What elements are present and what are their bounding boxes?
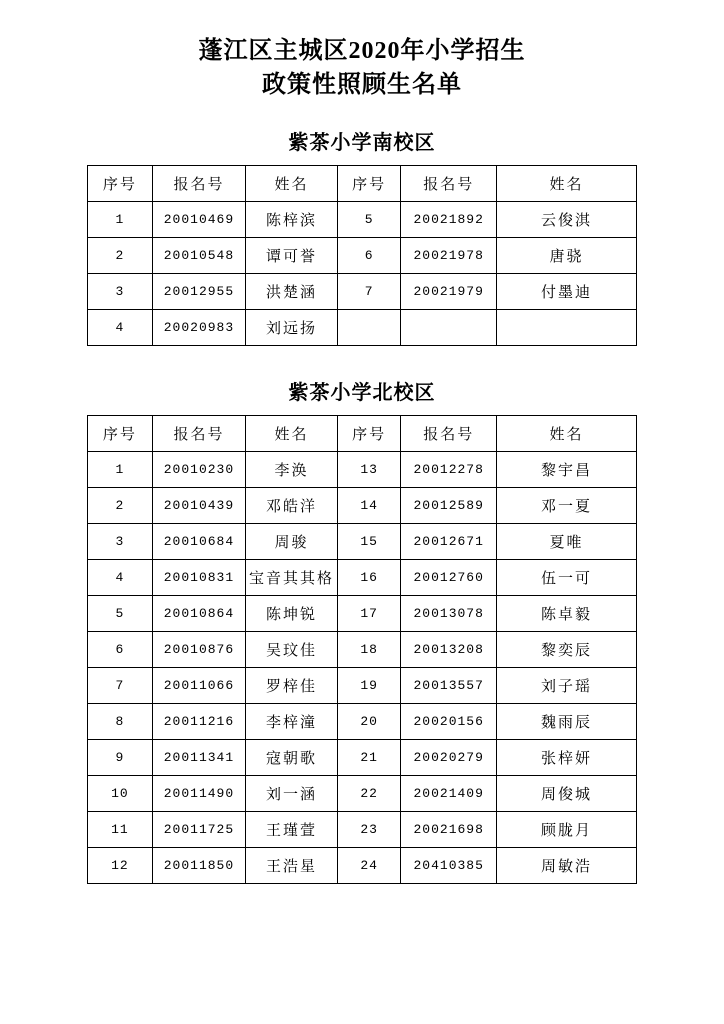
cell: 李梓潼	[246, 704, 338, 740]
cell: 唐骁	[496, 238, 636, 274]
cell: 20010230	[152, 452, 245, 488]
cell: 20011216	[152, 704, 245, 740]
cell: 20012760	[401, 560, 497, 596]
cell: 付墨迪	[496, 274, 636, 310]
column-header: 姓名	[246, 166, 338, 202]
cell: 刘一涵	[246, 776, 338, 812]
cell: 20021979	[401, 274, 497, 310]
cell: 2	[88, 238, 153, 274]
column-header: 报名号	[401, 416, 497, 452]
cell: 10	[88, 776, 153, 812]
cell: 16	[337, 560, 401, 596]
cell: 20012278	[401, 452, 497, 488]
cell: 李涣	[246, 452, 338, 488]
cell: 20012671	[401, 524, 497, 560]
cell: 刘远扬	[246, 310, 338, 346]
cell: 王浩星	[246, 848, 338, 884]
cell: 20013078	[401, 596, 497, 632]
cell: 6	[337, 238, 401, 274]
roster-table-body	[88, 416, 637, 884]
table-row	[88, 776, 637, 812]
cell: 20010864	[152, 596, 245, 632]
cell: 20010548	[152, 238, 245, 274]
cell: 20011341	[152, 740, 245, 776]
cell: 陈卓毅	[496, 596, 636, 632]
cell: 罗梓佳	[246, 668, 338, 704]
page-title-line2: 政策性照顾生名单	[262, 72, 462, 98]
cell: 21	[337, 740, 401, 776]
cell: 洪楚涵	[246, 274, 338, 310]
section-heading-north-campus: 紫茶小学北校区	[288, 382, 436, 404]
cell: 1	[88, 452, 153, 488]
cell: 伍一可	[496, 560, 636, 596]
cell: 5	[88, 596, 153, 632]
cell: 邓皓洋	[246, 488, 338, 524]
column-header: 报名号	[401, 166, 497, 202]
column-header: 姓名	[496, 416, 636, 452]
cell: 黎宇昌	[496, 452, 636, 488]
column-header: 序号	[337, 416, 401, 452]
cell: 12	[88, 848, 153, 884]
cell: 4	[88, 310, 153, 346]
cell: 陈梓滨	[246, 202, 338, 238]
cell: 1	[88, 202, 153, 238]
table-row	[88, 632, 637, 668]
roster-table-body	[88, 166, 637, 346]
cell: 20010831	[152, 560, 245, 596]
cell: 20021978	[401, 238, 497, 274]
cell: 20011725	[152, 812, 245, 848]
column-header: 报名号	[152, 166, 245, 202]
table-row	[88, 452, 637, 488]
cell: 夏唯	[496, 524, 636, 560]
table-row	[88, 560, 637, 596]
cell: 15	[337, 524, 401, 560]
table-row	[88, 740, 637, 776]
section-heading-south-campus: 紫茶小学南校区	[288, 132, 436, 154]
table-row	[88, 238, 637, 274]
table-row	[88, 274, 637, 310]
cell: 黎奕辰	[496, 632, 636, 668]
cell: 14	[337, 488, 401, 524]
cell: 宝音其其格	[246, 560, 338, 596]
cell: 顾胧月	[496, 812, 636, 848]
cell: 谭可誉	[246, 238, 338, 274]
cell: 20020279	[401, 740, 497, 776]
cell: 20020983	[152, 310, 245, 346]
cell: 20011850	[152, 848, 245, 884]
cell: 周骏	[246, 524, 338, 560]
cell: 20011066	[152, 668, 245, 704]
cell: 8	[88, 704, 153, 740]
cell: 周俊城	[496, 776, 636, 812]
roster-table-north-campus	[87, 415, 637, 884]
cell: 5	[337, 202, 401, 238]
cell: 寇朝歌	[246, 740, 338, 776]
cell: 7	[337, 274, 401, 310]
cell: 王瑾萱	[246, 812, 338, 848]
table-row	[88, 596, 637, 632]
cell: 11	[88, 812, 153, 848]
cell	[401, 310, 497, 346]
cell: 20011490	[152, 776, 245, 812]
cell: 魏雨辰	[496, 704, 636, 740]
cell: 20010684	[152, 524, 245, 560]
cell: 3	[88, 274, 153, 310]
table-row	[88, 524, 637, 560]
table-row	[88, 848, 637, 884]
cell: 20021892	[401, 202, 497, 238]
column-header: 报名号	[152, 416, 245, 452]
cell: 20021409	[401, 776, 497, 812]
cell: 20012955	[152, 274, 245, 310]
cell: 陈坤锐	[246, 596, 338, 632]
cell: 17	[337, 596, 401, 632]
cell: 7	[88, 668, 153, 704]
cell: 22	[337, 776, 401, 812]
cell: 20	[337, 704, 401, 740]
table-row	[88, 310, 637, 346]
cell: 20013208	[401, 632, 497, 668]
cell: 9	[88, 740, 153, 776]
page-title	[0, 34, 724, 102]
cell: 云俊淇	[496, 202, 636, 238]
column-header: 姓名	[246, 416, 338, 452]
table-row	[88, 704, 637, 740]
page-title-line1: 蓬江区主城区2020年小学招生	[198, 38, 526, 64]
cell: 20021698	[401, 812, 497, 848]
cell: 20012589	[401, 488, 497, 524]
cell: 邓一夏	[496, 488, 636, 524]
header-row	[88, 416, 637, 452]
roster-table-south-campus	[87, 165, 637, 346]
cell: 周敏浩	[496, 848, 636, 884]
cell: 6	[88, 632, 153, 668]
cell	[496, 310, 636, 346]
cell: 张梓妍	[496, 740, 636, 776]
column-header: 序号	[337, 166, 401, 202]
cell: 刘子瑶	[496, 668, 636, 704]
column-header: 姓名	[496, 166, 636, 202]
cell: 吴玟佳	[246, 632, 338, 668]
table-row	[88, 668, 637, 704]
cell: 3	[88, 524, 153, 560]
cell: 20013557	[401, 668, 497, 704]
cell	[337, 310, 401, 346]
cell: 20410385	[401, 848, 497, 884]
cell: 23	[337, 812, 401, 848]
cell: 18	[337, 632, 401, 668]
column-header: 序号	[88, 166, 153, 202]
cell: 19	[337, 668, 401, 704]
table-row	[88, 202, 637, 238]
cell: 4	[88, 560, 153, 596]
column-header: 序号	[88, 416, 153, 452]
cell: 13	[337, 452, 401, 488]
cell: 24	[337, 848, 401, 884]
cell: 20010469	[152, 202, 245, 238]
cell: 20020156	[401, 704, 497, 740]
cell: 20010439	[152, 488, 245, 524]
header-row	[88, 166, 637, 202]
table-row	[88, 812, 637, 848]
cell: 2	[88, 488, 153, 524]
table-row	[88, 488, 637, 524]
cell: 20010876	[152, 632, 245, 668]
